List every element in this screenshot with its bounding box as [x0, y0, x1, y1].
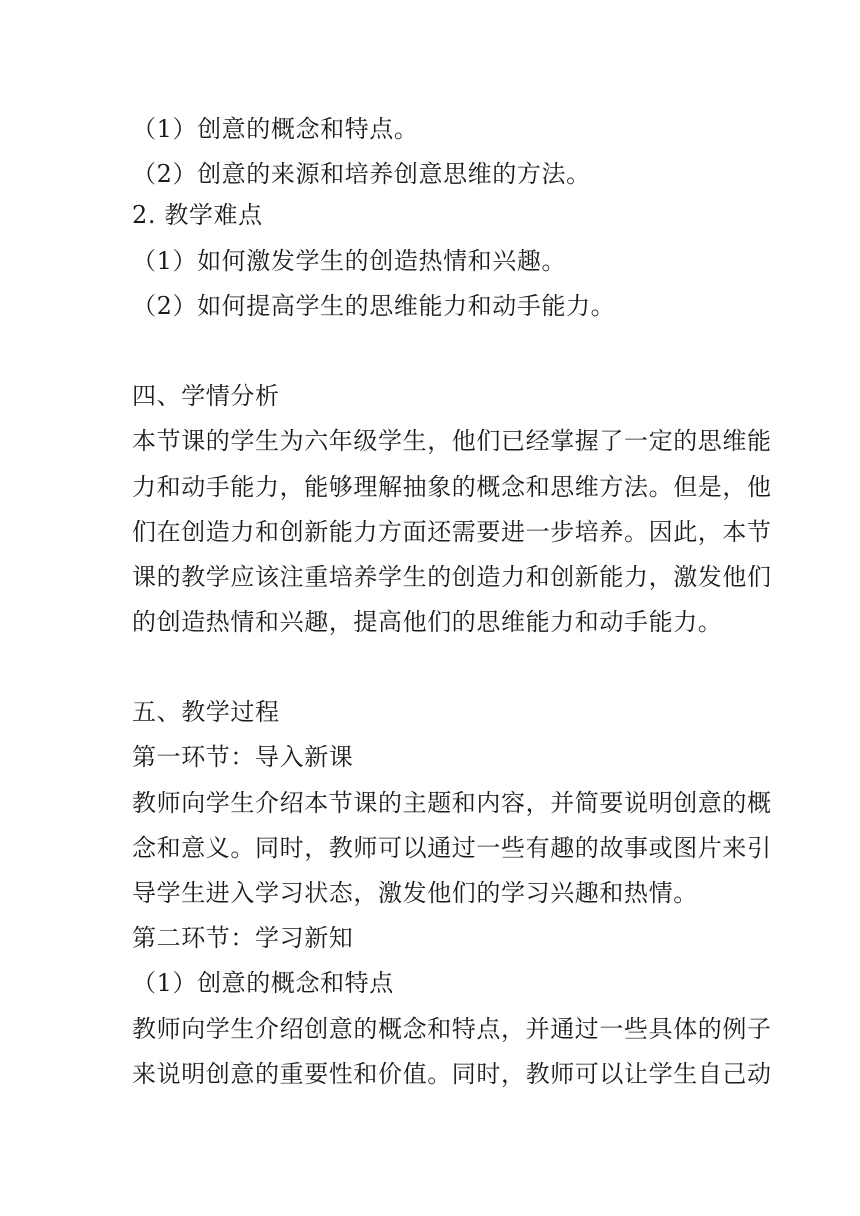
paragraph-line: 导学生进入学习状态，激发他们的学习兴趣和热情。	[132, 879, 698, 907]
paragraph-line: 本节课的学生为六年级学生，他们已经掌握了一定的思维能	[132, 427, 772, 455]
paragraph-line: 的创造热情和兴趣，提高他们的思维能力和动手能力。	[132, 608, 723, 636]
paragraph-line: 来说明创意的重要性和价值。同时，教师可以让学生自己动	[132, 1060, 772, 1088]
text-line: （2）创意的来源和培养创意思维的方法。	[132, 160, 591, 188]
section-heading: 四、学情分析	[132, 382, 280, 410]
paragraph-line: 力和动手能力，能够理解抽象的概念和思维方法。但是，他	[132, 473, 772, 501]
paragraph-line: 教师向学生介绍创意的概念和特点，并通过一些具体的例子	[132, 1015, 772, 1043]
text-line: （1）创意的概念和特点	[132, 969, 394, 997]
text-line: （1）创意的概念和特点。	[132, 115, 419, 143]
paragraph-line: 课的教学应该注重培养学生的创造力和创新能力，激发他们	[132, 563, 772, 591]
section-heading: 五、教学过程	[132, 698, 280, 726]
subsection-heading: 第二环节：学习新知	[132, 924, 354, 952]
subsection-heading: 第一环节：导入新课	[132, 743, 354, 771]
paragraph-line: 们在创造力和创新能力方面还需要进一步培养。因此，本节	[132, 518, 772, 546]
paragraph-line: 念和意义。同时，教师可以通过一些有趣的故事或图片来引	[132, 834, 772, 862]
paragraph-line: 教师向学生介绍本节课的主题和内容，并简要说明创意的概	[132, 789, 772, 817]
text-line: （1）如何激发学生的创造热情和兴趣。	[132, 247, 567, 275]
section-heading: 2. 教学难点	[132, 201, 263, 229]
text-line: （2）如何提高学生的思维能力和动手能力。	[132, 292, 616, 320]
